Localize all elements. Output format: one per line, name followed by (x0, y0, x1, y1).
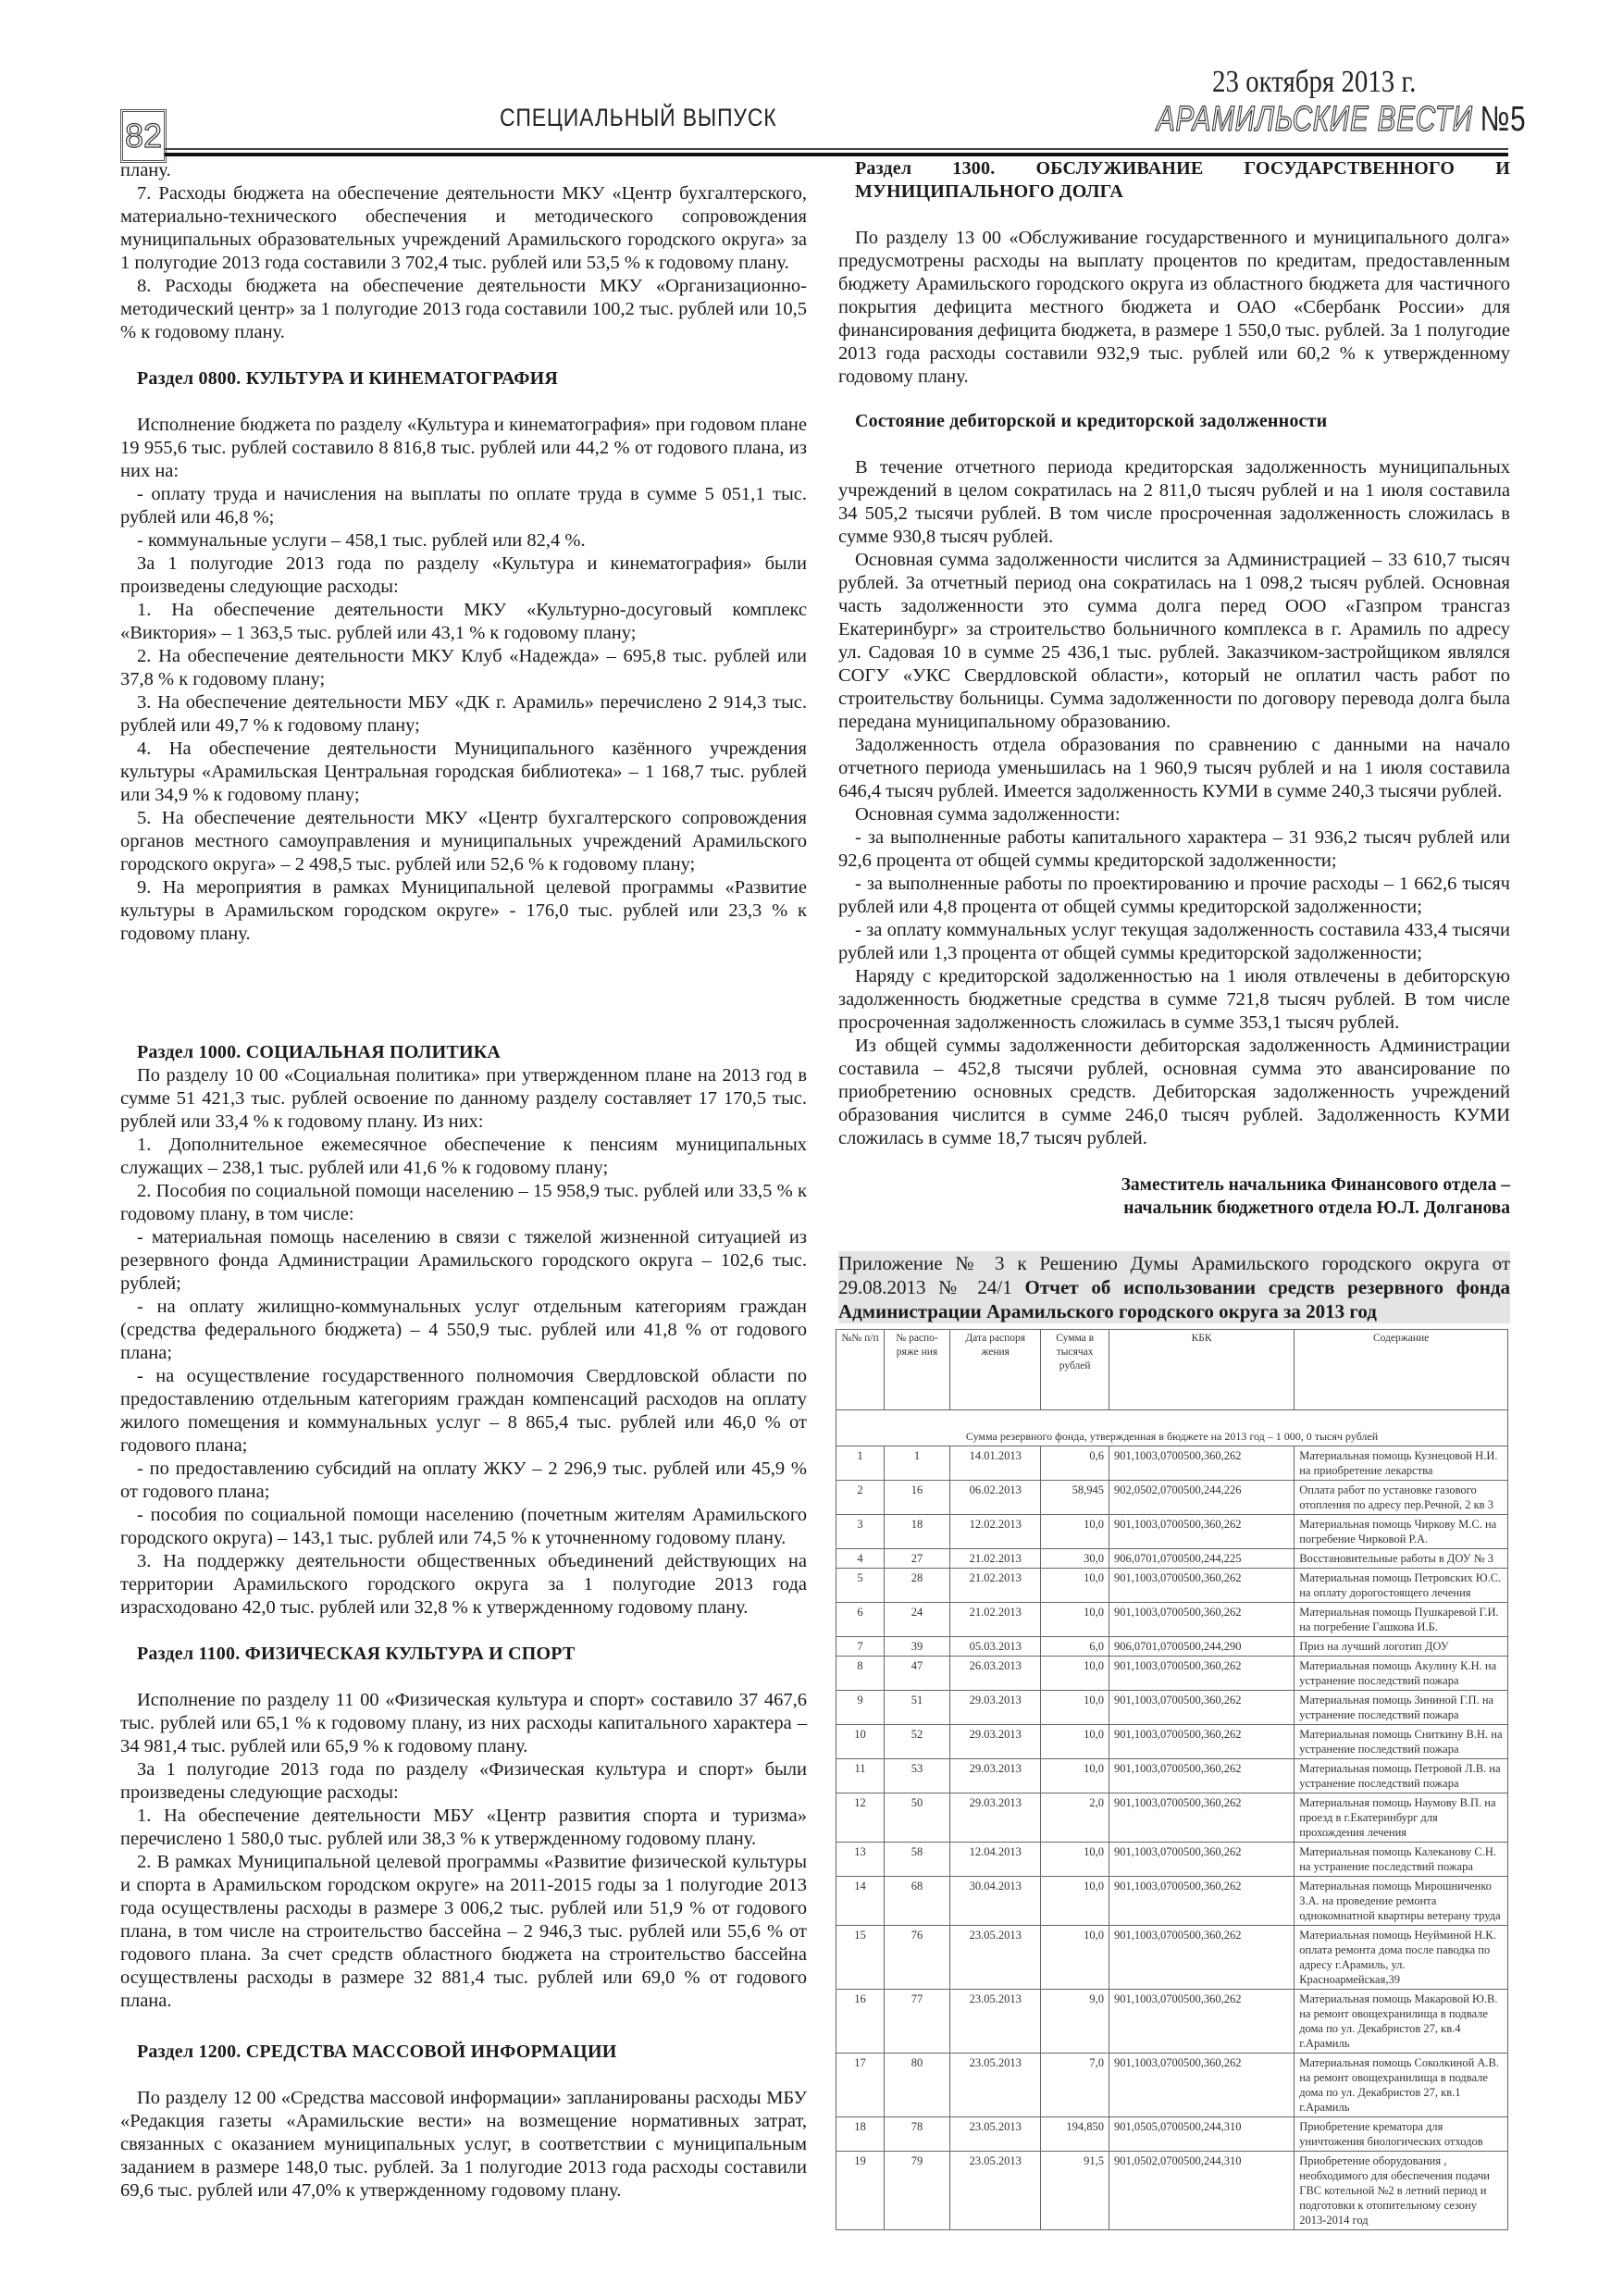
kbk-code: 901,1003,0700500,360,262 (1109, 1725, 1294, 1759)
description: Материальная помощь Калеканову С.Н. на устранение последствий пожара (1295, 1843, 1508, 1877)
section-heading: Раздел 1300. ОБСЛУЖИВАНИЕ ГОСУДАРСТВЕННОГО И МУНИЦИПАЛЬНОГО ДОЛГА (855, 158, 1510, 202)
description: Приобретение крематора для уничтожения биологических отходов (1295, 2117, 1508, 2152)
order-date: 30.04.2013 (950, 1877, 1041, 1926)
section-0800 (120, 367, 807, 946)
row-number: 16 (836, 1990, 885, 2054)
amount: 9,0 (1041, 1990, 1109, 2054)
order-number: 78 (884, 2117, 949, 2152)
order-date: 21.02.2013 (950, 1603, 1041, 1637)
paragraph: - на осуществление государственного полномочия Свердловской области по предоставлению отдельным категориям граждан компенсаций расходов на оплату жилого помещения и коммунальных услуг – 8 865,4 тыс. рублей или 46,0 % от годового плана; (120, 1366, 807, 1456)
section-heading: Состояние дебиторской и кредиторской задолженности (855, 411, 1328, 431)
paragraph: 1. На обеспечение деятельности МКУ «Культурно-досуговый комплекс «Виктория» – 1 363,5 тыс. рублей или 43,1 % к годовому плану; (120, 600, 807, 643)
amount: 10,0 (1041, 1759, 1109, 1793)
section-heading: Раздел 1100. ФИЗИЧЕСКАЯ КУЛЬТУРА И СПОРТ (137, 1644, 576, 1664)
amount: 58,945 (1041, 1481, 1109, 1515)
table-row (836, 1569, 1508, 1603)
amount: 10,0 (1041, 1569, 1109, 1603)
description: Материальная помощь Неуйминой Н.К. оплата ремонта дома после паводка по адресу г.Арамиль, ул. Красноармейская,39 (1295, 1926, 1508, 1990)
row-number: 15 (836, 1926, 885, 1990)
row-number: 6 (836, 1603, 885, 1637)
paragraph: За 1 полугодие 2013 года по разделу «Культура и кинематография» были произведены следующие расходы: (120, 553, 807, 597)
order-number: 76 (884, 1926, 949, 1990)
fund-total: Сумма резервного фонда, утвержденная в бюджете на 2013 год – 1 000, 0 тысяч рублей (836, 1410, 1508, 1446)
order-number: 58 (884, 1843, 949, 1877)
order-date: 23.05.2013 (950, 2117, 1041, 2152)
table-row (836, 1725, 1508, 1759)
section-label: СПЕЦИАЛЬНЫЙ ВЫПУСК (500, 104, 777, 131)
reserve-fund-table (836, 1329, 1508, 2230)
paragraph: 8. Расходы бюджета на обеспечение деятельности МКУ «Организационно-методический центр» за 1 полугодие 2013 года составили 100,2 тыс. рублей или 10,5 % к годовому плану. (120, 276, 807, 342)
paragraph: - оплату труда и начисления на выплаты по оплате труда в сумме 5 051,1 тыс. рублей или 46,8 %; (120, 484, 807, 527)
paragraph: По разделу 10 00 «Социальная политика» при утвержденном плане на 2013 год в сумме 51 421,3 тыс. рублей освоение по данному разделу составляет 17 170,5 тыс. рублей или 33,4 % к годовому плану. Из них: (120, 1065, 807, 1132)
kbk-code: 901,1003,0700500,360,262 (1109, 1926, 1294, 1990)
amount: 10,0 (1041, 1657, 1109, 1691)
kbk-code: 901,1003,0700500,360,262 (1109, 1515, 1294, 1549)
order-number: 53 (884, 1759, 949, 1793)
column-header: № распо-ряже ния (884, 1330, 949, 1410)
amount: 10,0 (1041, 1603, 1109, 1637)
paragraph: - коммунальные услуги – 458,1 тыс. рублей или 82,4 %. (137, 530, 586, 551)
appendix-title (838, 1251, 1510, 1323)
paragraph: - пособия по социальной помощи населению (почетным жителям Арамильского городского округа) – 143,1 тыс. рублей или 74,5 % к уточненному годовому плану. (120, 1505, 807, 1548)
section-heading: Раздел 0800. КУЛЬТУРА И КИНЕМАТОГРАФИЯ (137, 368, 559, 389)
amount: 2,0 (1041, 1793, 1109, 1843)
paragraph: 4. На обеспечение деятельности Муниципального казённого учреждения культуры «Арамильская Центральная городская библиотека» – 1 168,7 тыс. рублей или 34,9 % к годовому плану; (120, 738, 807, 805)
order-date: 29.03.2013 (950, 1793, 1041, 1843)
order-number: 51 (884, 1691, 949, 1725)
paragraph: - за оплату коммунальных услуг текущая задолженность составила 433,4 тысячи рублей или 1,3 процента от общей суммы кредиторской задолженности; (838, 920, 1510, 963)
kbk-code: 901,1003,0700500,360,262 (1109, 1691, 1294, 1725)
order-date: 14.01.2013 (950, 1446, 1041, 1481)
kbk-code: 901,1003,0700500,360,262 (1109, 1657, 1294, 1691)
row-number: 5 (836, 1569, 885, 1603)
row-number: 1 (836, 1446, 885, 1481)
order-number: 77 (884, 1990, 949, 2054)
amount: 0,6 (1041, 1446, 1109, 1481)
row-number: 3 (836, 1515, 885, 1549)
table-row (836, 1481, 1508, 1515)
amount: 10,0 (1041, 1843, 1109, 1877)
table-row (836, 1657, 1508, 1691)
table-row (836, 1603, 1508, 1637)
row-number: 12 (836, 1793, 885, 1843)
row-number: 13 (836, 1843, 885, 1877)
paragraph: 9. На мероприятия в рамках Муниципальной целевой программы «Развитие культуры в Арамильском городском округе» - 176,0 тыс. рублей или 23,3 % к годовому плану. (120, 877, 807, 944)
amount: 10,0 (1041, 1515, 1109, 1549)
order-number: 47 (884, 1657, 949, 1691)
paragraph: - материальная помощь населению в связи с тяжелой жизненной ситуацией из резервного фонда Администрации Арамильского городского округа – 102,6 тыс. рублей; (120, 1227, 807, 1294)
order-date: 29.03.2013 (950, 1725, 1041, 1759)
row-number: 9 (836, 1691, 885, 1725)
issue-number: №5 (1480, 100, 1527, 139)
column-header: Сумма в тысячах рублей (1041, 1330, 1109, 1410)
paragraph: 2. Пособия по социальной помощи населению – 15 958,9 тыс. рублей или 33,5 % к годовому плану, в том числе: (120, 1181, 807, 1224)
description: Приобретение оборудования , необходимого для обеспечения подачи ГВС котельной №2 в летний период и подготовки к отопительному сезону 2013-2014 год (1295, 2152, 1508, 2230)
paragraph: - за выполненные работы капитального характера – 31 936,2 тысяч рублей или 92,6 процента от общей суммы кредиторской задолженности; (838, 827, 1510, 871)
description: Материальная помощь Макаровой Ю.В. на ремонт овощехранилища в подвале дома по ул. Декабристов 27, кв.4 г.Арамиль (1295, 1990, 1508, 2054)
paragraph: В течение отчетного периода кредиторская задолженность муниципальных учреждений в целом сократилась на 2 811,0 тысяч рублей и на 1 июля составила 34 505,2 тысячи рублей. В том числе просроченная задолженность сложилась в сумме 930,8 тысяч рублей. (838, 457, 1510, 547)
amount: 30,0 (1041, 1549, 1109, 1569)
description: Материальная помощь Наумову В.П. на проезд в г.Екатеринбург для прохождения лечения (1295, 1793, 1508, 1843)
order-number: 39 (884, 1637, 949, 1657)
table-row (836, 1793, 1508, 1843)
section-1100 (120, 1643, 807, 2013)
row-number: 19 (836, 2152, 885, 2230)
order-date: 21.02.2013 (950, 1549, 1041, 1569)
section-debt (838, 410, 1510, 1150)
table-row (836, 1637, 1508, 1657)
table-row (836, 2054, 1508, 2117)
order-number: 27 (884, 1549, 949, 1569)
signature (838, 1173, 1510, 1220)
table-row (836, 1843, 1508, 1877)
order-number: 28 (884, 1569, 949, 1603)
signature-line-1: Заместитель начальника Финансового отдела – (1121, 1175, 1510, 1195)
amount: 6,0 (1041, 1637, 1109, 1657)
kbk-code: 901,1003,0700500,360,262 (1109, 1446, 1294, 1481)
kbk-code: 902,0502,0700500,244,226 (1109, 1481, 1294, 1515)
table-row (836, 1877, 1508, 1926)
order-date: 21.02.2013 (950, 1569, 1041, 1603)
order-number: 50 (884, 1793, 949, 1843)
description: Материальная помощь Мирошниченко З.А. на проведение ремонта однокомнатной квартиры ветерану труда (1295, 1877, 1508, 1926)
description: Материальная помощь Петровских Ю.С. на оплату дорогостоящего лечения (1295, 1569, 1508, 1603)
description: Материальная помощь Чиркову М.С. на погребение Чирковой Р.А. (1295, 1515, 1508, 1549)
column-header: №№ п/п (836, 1330, 885, 1410)
description: Оплата работ по установке газового отопления по адресу пер.Речной, 2 кв 3 (1295, 1481, 1508, 1515)
kbk-code: 901,0502,0700500,244,310 (1109, 2152, 1294, 2230)
order-number: 16 (884, 1481, 949, 1515)
paragraph: За 1 полугодие 2013 года по разделу «Физическая культура и спорт» были произведены следующие расходы: (120, 1759, 807, 1803)
table-row (836, 1759, 1508, 1793)
row-number: 2 (836, 1481, 885, 1515)
paragraph: Основная сумма задолженности: (855, 804, 1121, 825)
description: Материальная помощь Зининой Г.П. на устранение последствий пожара (1295, 1691, 1508, 1725)
kbk-code: 901,0505,0700500,244,310 (1109, 2117, 1294, 2152)
row-number: 10 (836, 1725, 885, 1759)
table-row (836, 1691, 1508, 1725)
paragraph: По разделу 13 00 «Обслуживание государственного и муниципального долга» предусмотрены расходы на выплату процентов по кредитам, предоставленным бюджету Арамильского городского округа из областного бюджета для частичного покрытия дефицита местного бюджета и ОАО «Сбербанк России» для финансирования дефицита бюджета, в размере 1 550,0 тыс. рублей. За 1 полугодие 2013 года расходы составили 932,9 тыс. рублей или 60,2 % к утвержденному годовому плану. (838, 228, 1510, 387)
order-number: 52 (884, 1725, 949, 1759)
description: Приз на лучший логотип ДОУ (1295, 1637, 1508, 1657)
kbk-code: 901,1003,0700500,360,262 (1109, 2054, 1294, 2117)
section-1000 (120, 1041, 807, 1620)
kbk-code: 901,1003,0700500,360,262 (1109, 1843, 1294, 1877)
paragraph: Исполнение по разделу 11 00 «Физическая культура и спорт» составило 37 467,6 тыс. рублей или 65,1 % к годовому плану, из них расходы капитального характера – 34 981,4 тыс. рублей или 65,9 % к годовому плану. (120, 1690, 807, 1756)
paragraph: Задолженность отдела образования по сравнению с данными на начало отчетного периода уменьшилась на 1 960,9 тысяч рублей и на 1 июля составила 646,4 тысяч рублей. Имеется задолженность КУМИ в сумме 240,3 тысячи рублей. (838, 735, 1510, 801)
order-date: 05.03.2013 (950, 1637, 1041, 1657)
paragraph: - по предоставлению субсидий на оплату ЖКУ – 2 296,9 тыс. рублей или 45,9 % от годового плана; (120, 1458, 807, 1502)
row-number: 17 (836, 2054, 885, 2117)
order-date: 26.03.2013 (950, 1657, 1041, 1691)
order-date: 23.05.2013 (950, 1926, 1041, 1990)
paragraph: Наряду с кредиторской задолженностью на 1 июля отвлечены в дебиторскую задолженность бюджетные средства в сумме 721,8 тысяч рублей. В том числе просроченная задолженность сложилась в сумме 353,1 тысяч рублей. (838, 966, 1510, 1033)
order-date: 23.05.2013 (950, 2152, 1041, 2230)
paragraph: По разделу 12 00 «Средства массовой информации» запланированы расходы МБУ «Редакция газеты «Арамильские вести» на возмещение нормативных затрат, связанных с оказанием муниципальных услуг, в соответствии с муниципальным заданием в размере 148,0 тыс. рублей. За 1 полугодие 2013 года расходы составили 69,6 тыс. рублей или 47,0% к утвержденному годовому плану. (120, 2088, 807, 2201)
description: Материальная помощь Акулину К.Н. на устранение последствий пожара (1295, 1657, 1508, 1691)
table-row (836, 2117, 1508, 2152)
section-1200 (120, 2041, 807, 2203)
paragraph: 3. На обеспечение деятельности МБУ «ДК г. Арамиль» перечислено 2 914,3 тыс. рублей или 49,7 % к годовому плану; (120, 692, 807, 736)
order-date: 29.03.2013 (950, 1759, 1041, 1793)
description: Материальная помощь Пушкаревой Г.И. на погребение Гашкова И.Б. (1295, 1603, 1508, 1637)
kbk-code: 901,1003,0700500,360,262 (1109, 1759, 1294, 1793)
paragraph: 2. На обеспечение деятельности МКУ Клуб «Надежда» – 695,8 тыс. рублей или 37,8 % к годовому плану; (120, 646, 807, 689)
table-row (836, 1515, 1508, 1549)
table-row (836, 2152, 1508, 2230)
intro-block (120, 159, 807, 344)
table-row (836, 1926, 1508, 1990)
order-date: 23.05.2013 (950, 2054, 1041, 2117)
appendix-reference: Приложение № 3 к Решению Думы Арамильского городского округа от 29.08.2013 № 24/1 (838, 1252, 1510, 1298)
amount: 7,0 (1041, 2054, 1109, 2117)
page-number: 82 (120, 109, 167, 163)
paragraph: - за выполненные работы по проектированию и прочие расходы – 1 662,6 тысяч рублей или 4,8 процента от общей суммы кредиторской задолженности; (838, 874, 1510, 917)
row-number: 4 (836, 1549, 885, 1569)
column-header: Содержание (1295, 1330, 1508, 1410)
kbk-code: 901,1003,0700500,360,262 (1109, 1793, 1294, 1843)
paragraph: 3. На поддержку деятельности общественных объединений действующих на территории Арамильского городского округа за 1 полугодие 2013 года израсходовано 42,0 тыс. рублей или 32,8 % к утвержденному годовому плану. (120, 1551, 807, 1618)
order-number: 68 (884, 1877, 949, 1926)
amount: 10,0 (1041, 1877, 1109, 1926)
header-rule (165, 148, 1508, 150)
paragraph: 7. Расходы бюджета на обеспечение деятельности МКУ «Центр бухгалтерского, материально-технического обеспечения и методического сопровождения муниципальных образовательных учреждений Арамильского городского округа» за 1 полугодие 2013 года составили 3 702,4 тыс. рублей или 53,5 % к годовому плану. (120, 183, 807, 273)
header-rule-thick (165, 153, 1508, 156)
kbk-code: 901,1003,0700500,360,262 (1109, 1603, 1294, 1637)
table-row (836, 1549, 1508, 1569)
order-number: 80 (884, 2054, 949, 2117)
paragraph: 1. Дополнительное ежемесячное обеспечение к пенсиям муниципальных служащих – 238,1 тыс. рублей или 41,6 % к годовому плану; (120, 1135, 807, 1178)
signature-line-2: начальник бюджетного отдела Ю.Л. Долганова (1123, 1198, 1510, 1218)
description: Материальная помощь Сниткину В.Н. на устранение последствий пожара (1295, 1725, 1508, 1759)
kbk-code: 906,0701,0700500,244,290 (1109, 1637, 1294, 1657)
row-number: 7 (836, 1637, 885, 1657)
paragraph: 2. В рамках Муниципальной целевой программы «Развитие физической культуры и спорта в Арамильском городском округе» на 2011-2015 годы за 1 полугодие 2013 года осуществлены расходы в размере 3 006,2 тыс. рублей или 51,9 % от годового плана, в том числе на строительство бассейна – 2 946,3 тыс. рублей или 55,6 % от годового плана. За счет средств областного бюджета на строительство бассейна осуществлены расходы в размере 32 881,4 тыс. рублей или 69,0 % от годового плана. (120, 1852, 807, 2011)
kbk-code: 901,1003,0700500,360,262 (1109, 1990, 1294, 2054)
description: Восстановительные работы в ДОУ № 3 (1295, 1549, 1508, 1569)
paragraph: 5. На обеспечение деятельности МКУ «Центр бухгалтерского сопровождения органов местного самоуправления и муниципальных учреждений Арамильского городского округа» – 2 498,5 тыс. рублей или 52,6 % к годовому плану; (120, 808, 807, 875)
section-heading: Раздел 1200. СРЕДСТВА МАССОВОЙ ИНФОРМАЦИИ (137, 2042, 617, 2062)
paragraph: Исполнение бюджета по разделу «Культура и кинематография» при годовом плане 19 955,6 тыс. рублей составило 8 816,8 тыс. рублей или 44,2 % от годового плана, из них на: (120, 415, 807, 481)
order-date: 12.04.2013 (950, 1843, 1041, 1877)
amount: 91,5 (1041, 2152, 1109, 2230)
row-number: 11 (836, 1759, 885, 1793)
kbk-code: 901,1003,0700500,360,262 (1109, 1569, 1294, 1603)
paragraph: плану. (120, 160, 171, 180)
order-date: 29.03.2013 (950, 1691, 1041, 1725)
table-header-row (836, 1330, 1508, 1410)
report-title: Отчет об использовании средств резервного фонда Администрации Арамильского городского округа за 2013 год (838, 1276, 1511, 1322)
masthead-logo (1157, 100, 1526, 140)
order-number: 79 (884, 2152, 949, 2230)
order-number: 18 (884, 1515, 949, 1549)
column-header: КБК (1109, 1330, 1294, 1410)
section-1300 (838, 157, 1510, 389)
order-date: 23.05.2013 (950, 1990, 1041, 2054)
order-date: 12.02.2013 (950, 1515, 1041, 1549)
paragraph: - на оплату жилищно-коммунальных услуг отдельным категориям граждан (средства федерального бюджета) – 4 550,9 тыс. рублей или 41,8 % от годового плана; (120, 1297, 807, 1363)
amount: 10,0 (1041, 1691, 1109, 1725)
paragraph: Основная сумма задолженности числится за Администрацией – 33 610,7 тысяч рублей. За отчетный период она сократилась на 1 098,2 тысяч рублей. Основная часть задолженности это сумма долга перед ООО «Газпром трансгаз Екатеринбург» за строительство больничного комплекса в г. Арамиль по адресу ул. Садовая 10 в сумме 25 436,1 тыс. рублей. Заказчиком-застройщиком являлся СОГУ «УКС Свердловской области», который не оплатил часть работ по строительству больницы. Сумма задолженности по договору перевода долга была передана муниципальному образованию. (838, 550, 1510, 732)
masthead-title: АРАМИЛЬСКИЕ ВЕСТИ (1157, 100, 1473, 139)
amount: 194,850 (1041, 2117, 1109, 2152)
description: Материальная помощь Соколкиной А.В. на ремонт овощехранилища в подвале дома по ул. Декабристов 27, кв.1 г.Арамиль (1295, 2054, 1508, 2117)
row-number: 14 (836, 1877, 885, 1926)
summary-row (836, 1410, 1508, 1446)
paragraph: Из общей суммы задолженности дебиторская задолженность Администрации составила – 452,8 тысячи рублей, основная сумма это авансирование по приобретению основных средств. Дебиторская задолженность учреждений образования числится в сумме 246,0 тысяч рублей. Задолженность КУМИ сложилась в сумме 18,7 тысяч рублей. (838, 1036, 1510, 1148)
order-number: 24 (884, 1603, 949, 1637)
amount: 10,0 (1041, 1725, 1109, 1759)
description: Материальная помощь Кузнецовой Н.И. на приобретение лекарства (1295, 1446, 1508, 1481)
paragraph: 1. На обеспечение деятельности МБУ «Центр развития спорта и туризма» перечислено 1 580,0 тыс. рублей или 38,3 % к утвержденному годовому плану. (120, 1806, 807, 1849)
section-heading: Раздел 1000. СОЦИАЛЬНАЯ ПОЛИТИКА (137, 1042, 502, 1062)
order-number: 1 (884, 1446, 949, 1481)
issue-date: 23 октября 2013 г. (1212, 65, 1417, 99)
table-row (836, 1990, 1508, 2054)
description: Материальная помощь Петровой Л.В. на устранение последствий пожара (1295, 1759, 1508, 1793)
row-number: 18 (836, 2117, 885, 2152)
column-header: Дата распоря жения (950, 1330, 1041, 1410)
order-date: 06.02.2013 (950, 1481, 1041, 1515)
kbk-code: 906,0701,0700500,244,225 (1109, 1549, 1294, 1569)
table-row (836, 1446, 1508, 1481)
row-number: 8 (836, 1657, 885, 1691)
kbk-code: 901,1003,0700500,360,262 (1109, 1877, 1294, 1926)
amount: 10,0 (1041, 1926, 1109, 1990)
